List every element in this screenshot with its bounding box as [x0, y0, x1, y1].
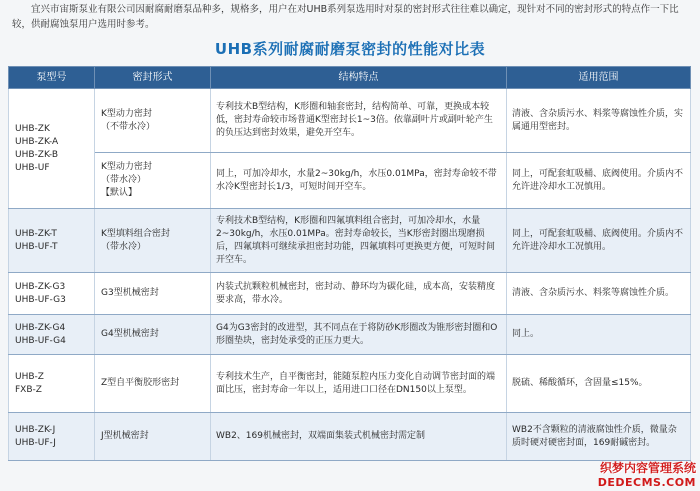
seal-type-cell: [95, 413, 211, 461]
feature-cell: WB2、169机械密封，双端面集装式机械密封需定制: [211, 413, 507, 461]
pump-model-cell: [9, 273, 95, 315]
header-application-scope: 适用范围: [507, 67, 691, 89]
scope-cell: 同上。: [507, 315, 691, 355]
seal-type-cell: [95, 273, 211, 315]
pump-model: UHB-ZK-G4: [15, 322, 66, 333]
feature-cell: 同上，可加冷却水，水量2~30kg/h，水压0.01MPa，密封寿命较不带水冷K型密封长1/3，可短时间开空车。: [211, 153, 507, 209]
seal-type-cell: [95, 153, 211, 209]
feature-cell: 内装式抗颗粒机械密封，密封动、静环均为碳化硅，成本高，安装精度要求高，带水冷。: [211, 273, 507, 315]
scope-cell: 脱硫、稀酸循环，含固量≤15%。: [507, 355, 691, 413]
seal-type-cell: [95, 315, 211, 355]
table-row: [9, 355, 691, 413]
pump-model: UHB-ZK-J: [15, 424, 56, 435]
default-badge: 【默认】: [101, 188, 138, 198]
seal-type: K型动力密封: [101, 162, 152, 172]
pump-model-cell: [9, 355, 95, 413]
pump-model: UHB-ZK-B: [15, 149, 59, 160]
table-header-row: [9, 67, 691, 89]
seal-type: K型填料组合密封: [101, 228, 170, 239]
seal-type: K型动力密封: [101, 108, 152, 119]
scope-cell: 同上，可配套虹吸桶、底阀使用。介质内不允许进冷却水工况慎用。: [507, 153, 691, 209]
header-pump-model: 泵型号: [9, 67, 95, 89]
scope-cell: 清液、含杂质污水、料浆等腐蚀性介质。: [507, 273, 691, 315]
pump-model: UHB-UF-G4: [15, 335, 66, 346]
feature-cell: 专利技术B型结构，K形圈和四氟填料组合密封，可加冷却水，水量2~30kg/h，水压0.01MPa。密封寿命较长，当K形密封圈出现磨损后，四氟填料可继续承担密封功能，四氟填料可更换更方便，可短时间开空车。: [211, 209, 507, 273]
feature-cell: 专利技术生产，自平衡密封，能随泵腔内压力变化自动调节密封面的端面比压，密封寿命一年以上，适用进口口径在DN150以上泵型。: [211, 355, 507, 413]
table-row: [9, 273, 691, 315]
watermark-line2: DEDECMS.COM: [597, 476, 696, 489]
watermark: [598, 459, 696, 489]
table-row: [9, 209, 691, 273]
pump-model-cell: [9, 315, 95, 355]
pump-model: UHB-UF-J: [15, 437, 56, 448]
scope-cell: WB2不含颗粒的清液腐蚀性介质，微量杂质时硬对硬密封面，169耐碱密封。: [507, 413, 691, 461]
seal-type-cell: [95, 355, 211, 413]
seal-comparison-table: [8, 66, 691, 461]
feature-cell: G4为G3密封的改进型，其不同点在于将防砂K形圈改为锥形密封圈和O形圈垫块，密封处承受的正压力更大。: [211, 315, 507, 355]
table-row: [9, 413, 691, 461]
table-row: [9, 153, 691, 209]
intro-paragraph: 宜兴市宙斯泵业有限公司因耐腐耐磨泵品种多，规格多，用户在对UHB系列泵选用时对泵的密封形式往往难以确定，现针对不同的密封形式的特点作一下比较，供耐腐蚀泵用户选用时参考。: [12, 4, 679, 30]
pump-model-cell: [9, 89, 95, 209]
pump-model: FXB-Z: [15, 384, 42, 395]
scope-cell: 同上，可配套虹吸桶、底阀使用。介质内不允许进冷却水工况慎用。: [507, 209, 691, 273]
page-title: UHB系列耐腐耐磨泵密封的性能对比表: [214, 40, 486, 58]
pump-model: UHB-ZK-T: [15, 228, 57, 239]
seal-type-note: （不带水冷）: [101, 121, 156, 132]
watermark-line1: 织梦内容管理系统: [599, 461, 696, 475]
table-row: [9, 89, 691, 153]
seal-type-note: （带水冷）: [101, 241, 147, 252]
seal-type: J型机械密封: [101, 431, 149, 441]
seal-type-note: （带水冷）: [101, 175, 147, 185]
pump-model: UHB-UF-T: [15, 241, 58, 252]
seal-type: G3型机械密封: [101, 288, 159, 298]
pump-model: UHB-UF: [15, 162, 50, 173]
pump-model-cell: [9, 209, 95, 273]
pump-model: UHB-ZK-G3: [15, 281, 66, 292]
pump-model: UHB-ZK-A: [15, 136, 59, 147]
seal-type: G4型机械密封: [101, 329, 159, 339]
pump-model: UHB-UF-G3: [15, 294, 66, 305]
seal-type-cell: [95, 209, 211, 273]
pump-model: UHB-Z: [15, 371, 44, 382]
header-seal-type: 密封形式: [95, 67, 211, 89]
header-structure-features: 结构特点: [211, 67, 507, 89]
scope-cell: 清液、含杂质污水、料浆等腐蚀性介质，实属通用型密封。: [507, 89, 691, 153]
table-row: [9, 315, 691, 355]
pump-model-cell: [9, 413, 95, 461]
seal-type-cell: [95, 89, 211, 153]
feature-cell: 专利技术B型结构，K形圈和轴套密封，结构简单、可靠，更换成本较低，密封寿命较市场普通K型密封长1~3倍。依靠副叶片或副叶轮产生的负压达到密封效果，避免开空车。: [211, 89, 507, 153]
seal-type: Z型自平衡胶形密封: [101, 378, 180, 388]
pump-model: UHB-ZK: [15, 123, 50, 134]
